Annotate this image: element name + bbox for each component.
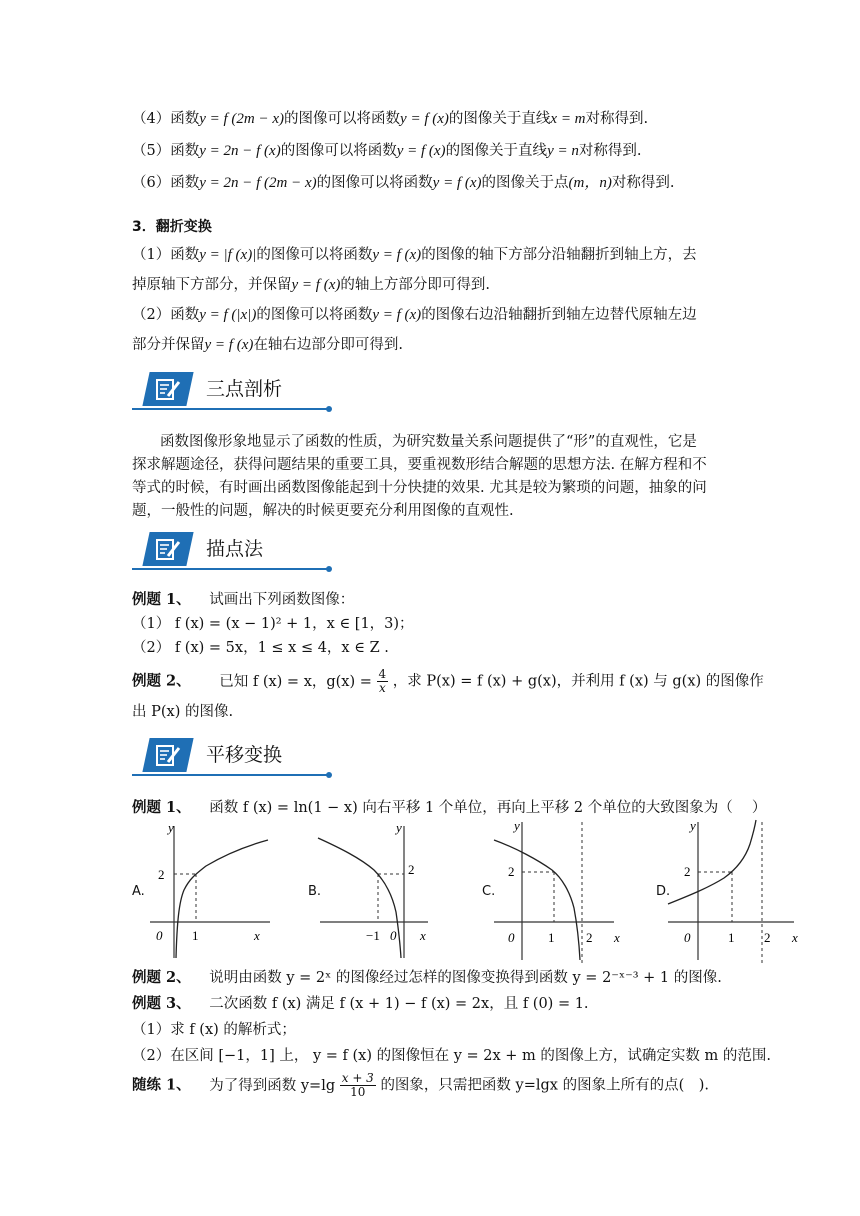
- option-d-label: D.: [656, 884, 671, 899]
- option-b-label: B.: [308, 884, 322, 899]
- header-rule: [132, 408, 328, 410]
- section-header-analysis: [132, 372, 328, 410]
- analysis-line-3: 等式的时候，有时画出函数图像能起到十分快捷的效果. 尤其是较为繁琐的问题，抽象的问: [132, 480, 707, 496]
- analysis-line-1: 函数图像形象地显示了函数的性质，为研究数量关系问题提供了“形”的直观性，它是: [160, 434, 697, 450]
- translation-example-3-b: （2）在区间 [−1，1] 上， y = f (x) 的图像恒在 y = 2x + m 的图像上方，试确定实数 m 的范围.: [132, 1048, 771, 1064]
- section-header-plotting: [132, 532, 328, 570]
- section-3-p1-line2: 掉原轴下方部分，并保留y = f (x)的轴上方部分即可得到.: [132, 277, 490, 293]
- origin-label: 0: [684, 930, 691, 945]
- tick-2: 2: [408, 862, 415, 877]
- x-axis-label: x: [792, 930, 798, 945]
- y-axis-label: y: [690, 818, 696, 833]
- analysis-line-4: 题，一般性的问题，解决的时候更要充分利用图像的直观性.: [132, 503, 514, 519]
- curve: [318, 838, 401, 958]
- section-3-title: 3．翻折变换: [132, 219, 212, 235]
- section-3-p2-line2: 部分并保留y = f (x)在轴右边部分即可得到.: [132, 337, 403, 353]
- section-header-translation: [132, 738, 328, 776]
- tick-2: 2: [158, 867, 165, 882]
- option-c-label: C.: [482, 884, 496, 899]
- notepad-pencil-icon: [154, 376, 182, 402]
- tick-neg-1: −1: [366, 928, 380, 943]
- graph-option-d: [664, 818, 808, 966]
- section-header-title: 三点剖析: [206, 378, 283, 400]
- tick-1: 1: [728, 930, 735, 945]
- fraction-x-plus-3-over-10: $\frac{x + 3}{10}$: [341, 1071, 374, 1099]
- x-axis-label: x: [254, 928, 260, 943]
- origin-label: 0: [508, 930, 515, 945]
- x-axis-label: x: [420, 928, 426, 943]
- translation-example-3: 例题 3、 二次函数 f (x) 满足 f (x + 1) − f (x) = 2x，且 f (0) = 1.: [132, 995, 589, 1012]
- tick-1: 1: [192, 928, 199, 943]
- translation-example-1: 例题 1、 函数 f (x) = ln(1 − x) 向右平移 1 个单位，再向上平移 2 个单位的大致图象为（ ）: [132, 799, 767, 816]
- line-6: （6）函数y = 2n − f (2m − x)的图像可以将函数y = f (x)的图像关于点(m，n)对称得到.: [132, 175, 675, 191]
- tick-2-y: 2: [508, 864, 515, 879]
- graph-option-b: [316, 822, 446, 962]
- option-a-label: A.: [132, 884, 145, 899]
- header-rule: [132, 568, 328, 570]
- tick-2: 2: [586, 930, 593, 945]
- section-header-title: 平移变换: [206, 744, 283, 766]
- tick-1: 1: [548, 930, 555, 945]
- graph-option-c: [490, 818, 630, 966]
- graph-option-a: [146, 822, 276, 962]
- y-axis-label: y: [168, 822, 174, 835]
- fraction-4-over-x: $\frac{4}{x}$: [378, 667, 387, 695]
- origin-label: 0: [390, 928, 397, 943]
- plot-example-2: 例题 2、 已知 f (x) = x，g(x) = $\frac{4}{x}$ ，求 P(x) = f (x) + g(x)，并利用 f (x) 与 g(x) 的图像作: [132, 667, 764, 695]
- notepad-pencil-icon: [154, 742, 182, 768]
- y-axis-label: y: [396, 822, 402, 835]
- notepad-pencil-icon: [154, 536, 182, 562]
- section-header-title: 描点法: [206, 538, 264, 560]
- plot-example-1-a: （1） f (x) = (x − 1)² + 1，x ∈ [1，3)；: [132, 616, 414, 632]
- plot-example-1: 例题 1、 试画出下列函数图像：: [132, 591, 355, 608]
- header-rule: [132, 774, 328, 776]
- curve: [668, 820, 756, 904]
- section-3-p1-line1: （1）函数y = |f (x)|的图像可以将函数y = f (x)的图像的轴下方部分沿轴翻折到轴上方，去: [132, 247, 697, 263]
- analysis-line-2: 探求解题途径，获得问题结果的重要工具，要重视数形结合解题的思想方法. 在解方程和不: [132, 457, 707, 473]
- section-3-p2-line1: （2）函数y = f (|x|)的图像可以将函数y = f (x)的图像右边沿轴翻折到轴左边替代原轴左边: [132, 307, 697, 323]
- translation-example-3-a: （1）求 f (x) 的解析式；: [132, 1022, 296, 1038]
- x-axis-label: x: [614, 930, 620, 945]
- tick-2-y: 2: [684, 864, 691, 879]
- practice-1: 随练 1、 为了得到函数 y=lg $\frac{x + 3}{10}$ 的图象，只需把函数 y=lgx 的图象上所有的点( ).: [132, 1071, 710, 1099]
- origin-label: 0: [156, 928, 163, 943]
- curve: [494, 840, 580, 960]
- line-5: （5）函数y = 2n − f (x)的图像可以将函数y = f (x)的图像关于直线y = n对称得到.: [132, 143, 642, 159]
- plot-example-1-b: （2） f (x) = 5x，1 ≤ x ≤ 4，x ∈ Z .: [132, 640, 389, 656]
- plot-example-2-cont: 出 P(x) 的图像.: [132, 704, 234, 720]
- y-axis-label: y: [514, 818, 520, 833]
- translation-example-2: 例题 2、 说明由函数 y = 2ˣ 的图像经过怎样的图像变换得到函数 y = 2⁻ˣ⁻³ + 1 的图像.: [132, 969, 722, 986]
- line-4: （4）函数y = f (2m − x)的图像可以将函数y = f (x)的图像关于直线x = m对称得到.: [132, 111, 649, 127]
- tick-2: 2: [764, 930, 771, 945]
